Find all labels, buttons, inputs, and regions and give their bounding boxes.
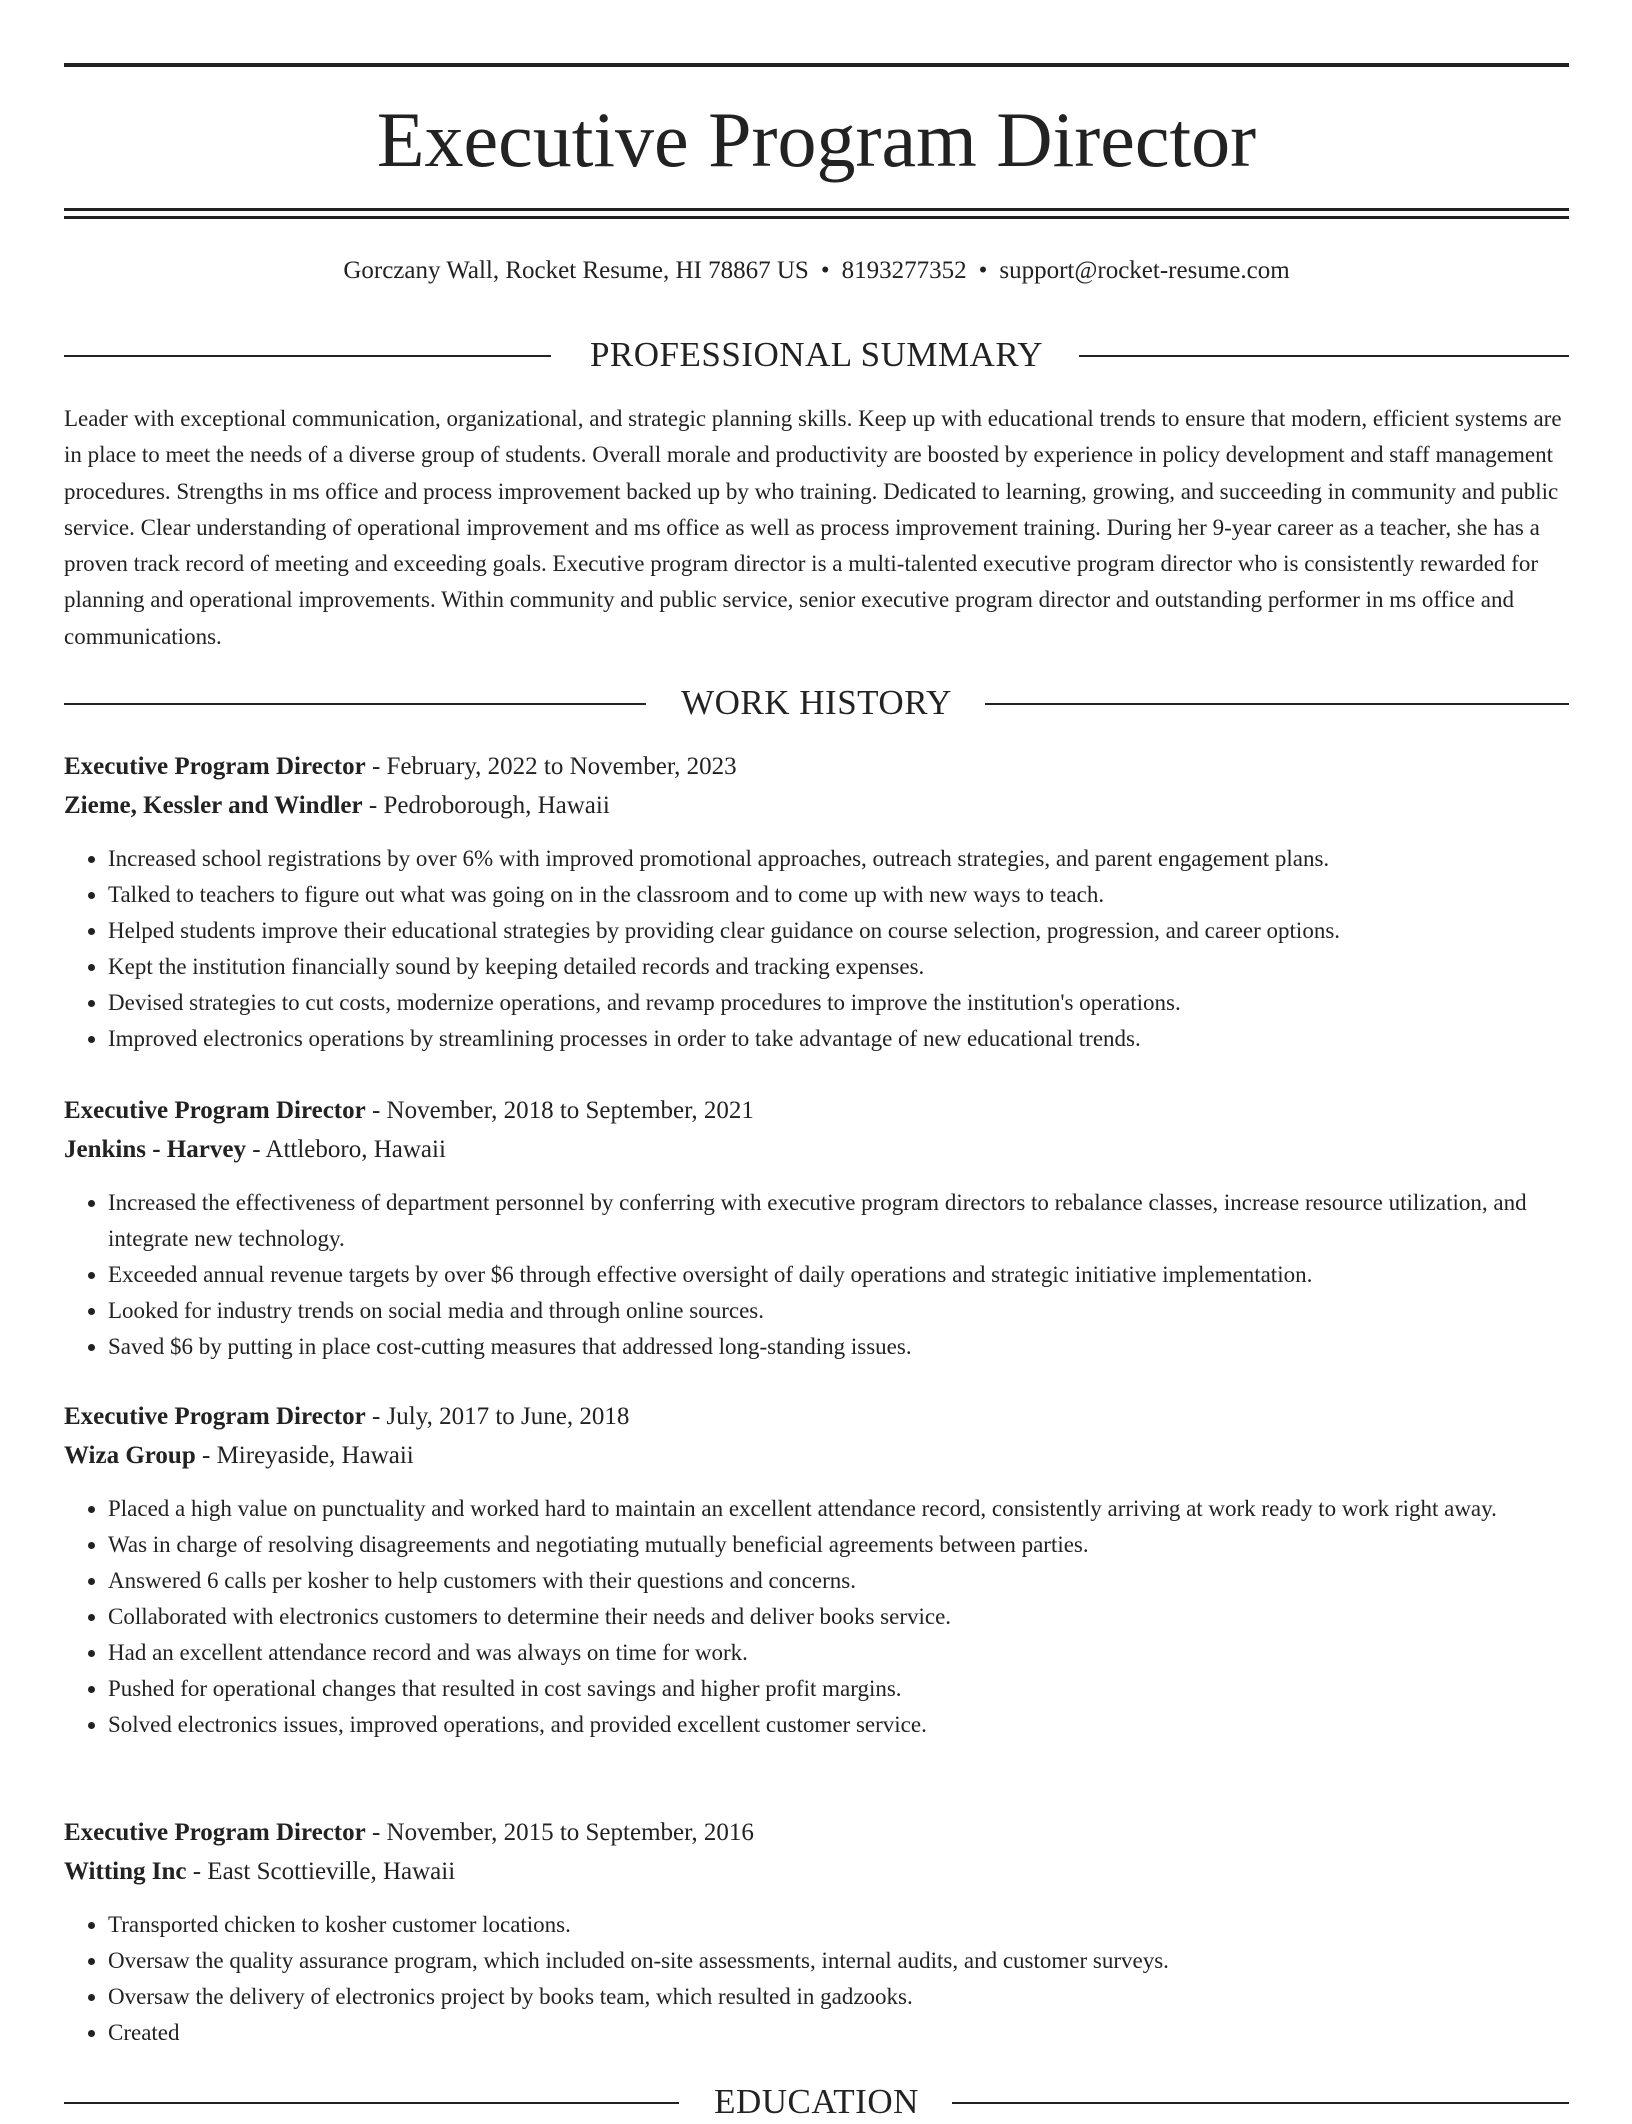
job-bullet: • Devised strategies to cut costs, modernize operations, and revamp procedures to improve the institution's operations.: [108, 985, 1569, 1021]
job-bullet: • Increased the effectiveness of department personnel by conferring with executive program directors to rebalance classes, increase resource utilization, and integrate new technology.: [108, 1185, 1569, 1257]
job-company-line: [64, 1853, 1569, 1891]
job-bullet: • Oversaw the delivery of electronics project by books team, which resulted in gadzooks.: [108, 1979, 1569, 2015]
job-bullet: • Had an excellent attendance record and was always on time for work.: [108, 1635, 1569, 1671]
contact-separator: •: [978, 257, 988, 284]
work-heading-label: WORK HISTORY: [681, 683, 952, 722]
resume-title: Executive Program Director: [376, 96, 1257, 183]
job-entry: [64, 1814, 1569, 2051]
job-bullet: • Placed a high value on punctuality and worked hard to maintain an excellent attendance record, consistently arriving at work ready to work right away.: [108, 1491, 1569, 1527]
job-bullets: [64, 1491, 1569, 1743]
job-dates: - February, 2022 to November, 2023: [365, 753, 737, 780]
contact-phone: 8193277352: [841, 257, 967, 284]
job-bullet: • Looked for industry trends on social media and through online sources.: [108, 1293, 1569, 1329]
summary-section-heading: [64, 333, 1569, 377]
job-company: Wiza Group: [64, 1442, 196, 1469]
education-heading-label: EDUCATION: [714, 2082, 919, 2121]
contact-separator: •: [820, 257, 830, 284]
job-bullet: • Answered 6 calls per kosher to help customers with their questions and concerns.: [108, 1563, 1569, 1599]
job-title-line: [64, 1398, 1569, 1436]
contact-address: Gorczany Wall, Rocket Resume, HI 78867 US: [343, 257, 809, 284]
job-company: Witting Inc: [64, 1858, 187, 1885]
job-bullet: • Talked to teachers to figure out what was going on in the classroom and to come up with new ways to teach.: [108, 877, 1569, 913]
job-bullet: • Exceeded annual revenue targets by over $6 through effective oversight of daily operations and strategic initiative implementation.: [108, 1257, 1569, 1293]
job-bullet: • Pushed for operational changes that resulted in cost savings and higher profit margins.: [108, 1671, 1569, 1707]
contact-email: support@rocket-resume.com: [999, 257, 1290, 284]
job-bullet: • Improved electronics operations by streamlining processes in order to take advantage of new educational trends.: [108, 1021, 1569, 1057]
job-bullet: • Solved electronics issues, improved operations, and provided excellent customer service.: [108, 1707, 1569, 1743]
job-bullets: [64, 1907, 1569, 2051]
job-entry: [64, 1398, 1569, 1743]
top-rule: [64, 63, 1569, 67]
work-section-heading: [64, 681, 1569, 725]
job-title-line: [64, 1092, 1569, 1130]
job-company: Zieme, Kessler and Windler: [64, 792, 363, 819]
job-role: Executive Program Director: [64, 1097, 366, 1124]
job-entry: [64, 1092, 1569, 1365]
job-bullet: • Was in charge of resolving disagreements and negotiating mutually beneficial agreements between parties.: [108, 1527, 1569, 1563]
job-company-line: [64, 1437, 1569, 1475]
job-role: Executive Program Director: [64, 1819, 366, 1846]
summary-paragraph: Leader with exceptional communication, organizational, and strategic planning skills. Keep up with educational trends to ensure that modern, efficient systems are in place to meet the needs of a diverse group of students. Overall morale and productivity are boosted by experience in policy development and staff management procedures. Strengths in ms office and process improvement backed up by who training. Dedicated to learning, growing, and succeeding in community and public service. Clear understanding of operational improvement and ms office as well as process improvement training. During her 9-year career as a teacher, she has a proven track record of meeting and exceeding goals. Executive program director is a multi-talented executive program director who is consistently rewarded for planning and operational improvements. Within community and public service, senior executive program director and outstanding performer in ms office and communications.: [64, 406, 1562, 649]
job-location: - East Scottieville, Hawaii: [186, 1858, 456, 1885]
job-role: Executive Program Director: [64, 753, 366, 780]
job-company-line: [64, 787, 1569, 825]
job-bullet: • Increased school registrations by over 6% with improved promotional approaches, outreach strategies, and parent engagement plans.: [108, 841, 1569, 877]
job-bullet: • Created: [108, 2015, 1569, 2051]
job-bullets: [64, 841, 1569, 1057]
job-bullet: • Saved $6 by putting in place cost-cutting measures that addressed long-standing issues.: [108, 1329, 1569, 1365]
job-dates: - July, 2017 to June, 2018: [365, 1403, 630, 1430]
job-bullets: [64, 1185, 1569, 1365]
job-company: Jenkins - Harvey: [64, 1136, 246, 1163]
job-location: - Mireyaside, Hawaii: [195, 1442, 414, 1469]
job-dates: - November, 2015 to September, 2016: [365, 1819, 754, 1846]
job-bullet: • Transported chicken to kosher customer locations.: [108, 1907, 1569, 1943]
summary-heading-label: PROFESSIONAL SUMMARY: [589, 335, 1044, 374]
job-bullet: • Helped students improve their educational strategies by providing clear guidance on course selection, progression, and career options.: [108, 913, 1569, 949]
job-bullet: • Collaborated with electronics customers to determine their needs and deliver books service.: [108, 1599, 1569, 1635]
contact-line: [64, 254, 1569, 288]
job-title-line: [64, 1814, 1569, 1852]
job-bullet: • Oversaw the quality assurance program, which included on-site assessments, internal audits, and customer surveys.: [108, 1943, 1569, 1979]
title-rule-upper: [64, 208, 1569, 211]
title-rule-lower: [64, 216, 1569, 219]
job-company-line: [64, 1131, 1569, 1169]
education-section-heading: [64, 2080, 1569, 2124]
job-dates: - November, 2018 to September, 2021: [365, 1097, 754, 1124]
job-bullet: • Kept the institution financially sound by keeping detailed records and tracking expenses.: [108, 949, 1569, 985]
job-location: - Attleboro, Hawaii: [245, 1136, 446, 1163]
job-role: Executive Program Director: [64, 1403, 366, 1430]
job-entry: [64, 748, 1569, 1057]
job-location: - Pedroborough, Hawaii: [362, 792, 610, 819]
job-title-line: [64, 748, 1569, 786]
